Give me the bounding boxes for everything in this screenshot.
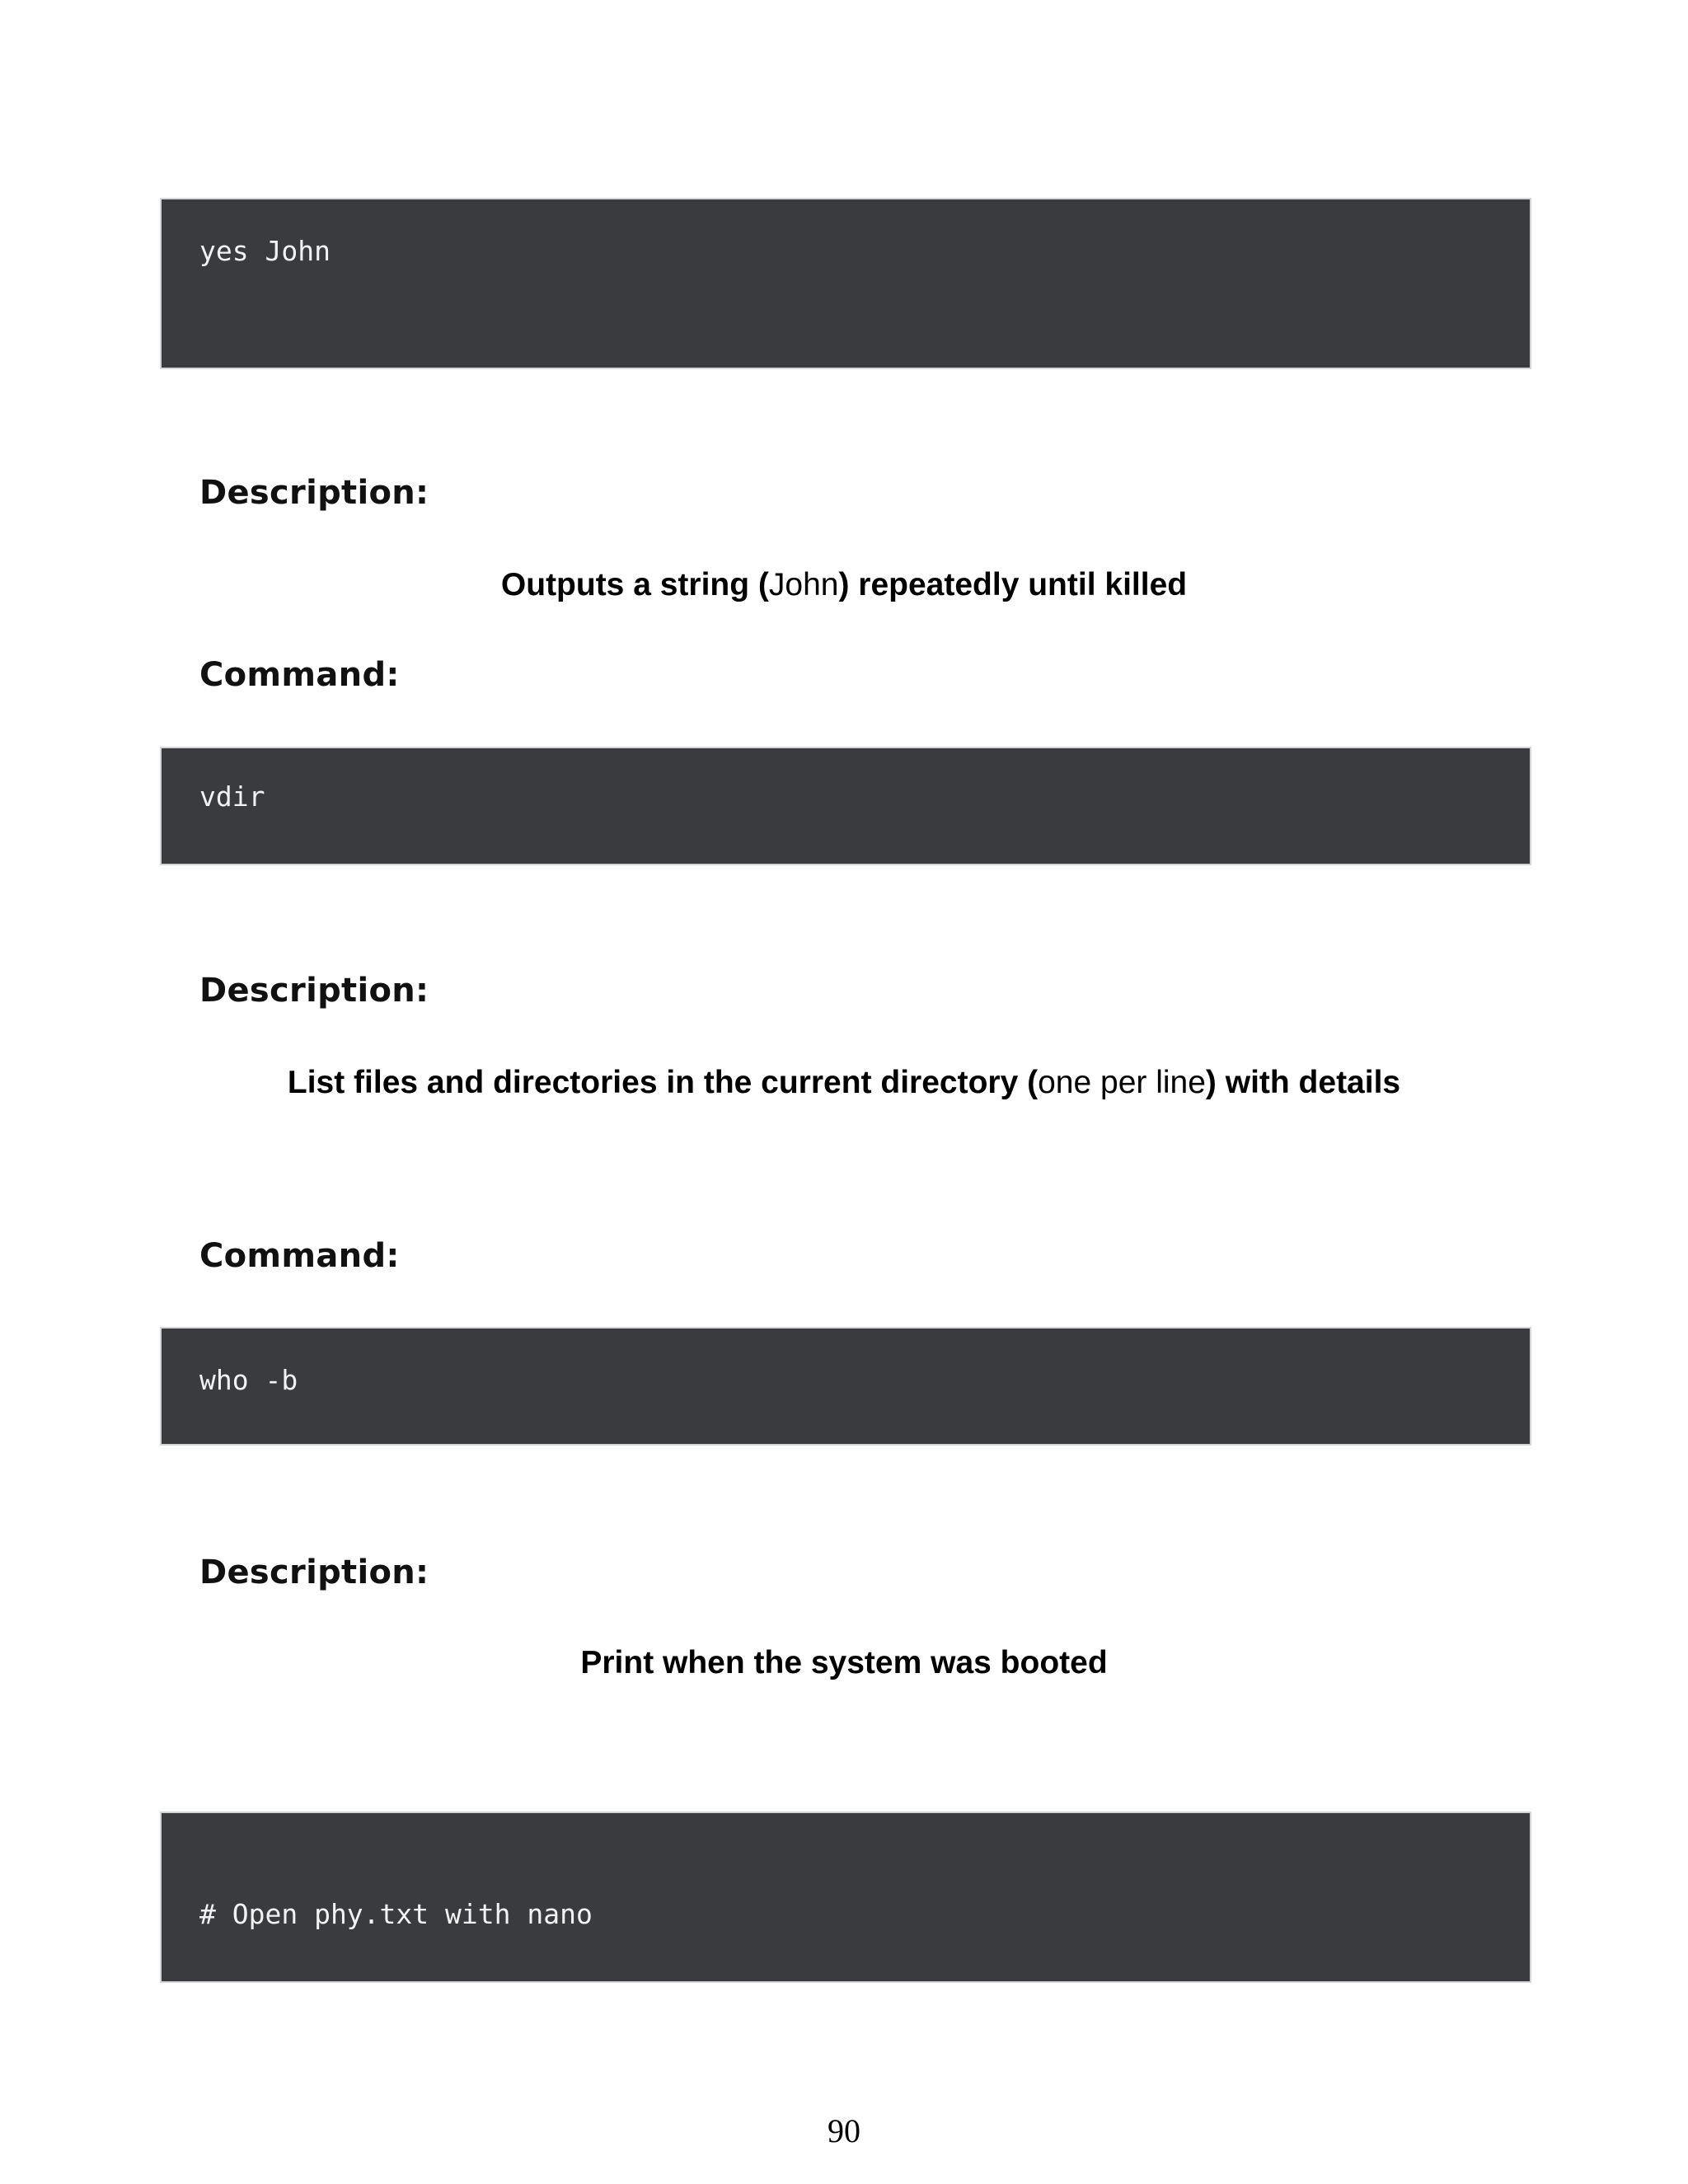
command-heading-2: Command:	[199, 1237, 400, 1275]
command-heading-1: Command:	[199, 656, 400, 694]
code-text-3: who -b	[199, 1364, 298, 1396]
code-block-2	[160, 747, 1531, 865]
code-text-4: # Open phy.txt with nano	[199, 1898, 593, 1930]
code-text-1: yes John	[199, 235, 331, 267]
code-block-1	[160, 198, 1531, 369]
code-block-4	[160, 1811, 1531, 1983]
description-text-2: List files and directories in the current directory (one per line) with details	[287, 1065, 1401, 1100]
description-heading-1: Description:	[199, 474, 429, 512]
description-text-3: Print when the system was booted	[580, 1645, 1108, 1680]
description-text-1: Outputs a string (John) repeatedly until killed	[500, 567, 1188, 602]
description-heading-2: Description:	[199, 972, 429, 1010]
code-text-2: vdir	[199, 780, 265, 813]
page-number: 90	[828, 2112, 860, 2149]
code-block-3	[160, 1327, 1531, 1446]
description-heading-3: Description:	[199, 1554, 429, 1591]
